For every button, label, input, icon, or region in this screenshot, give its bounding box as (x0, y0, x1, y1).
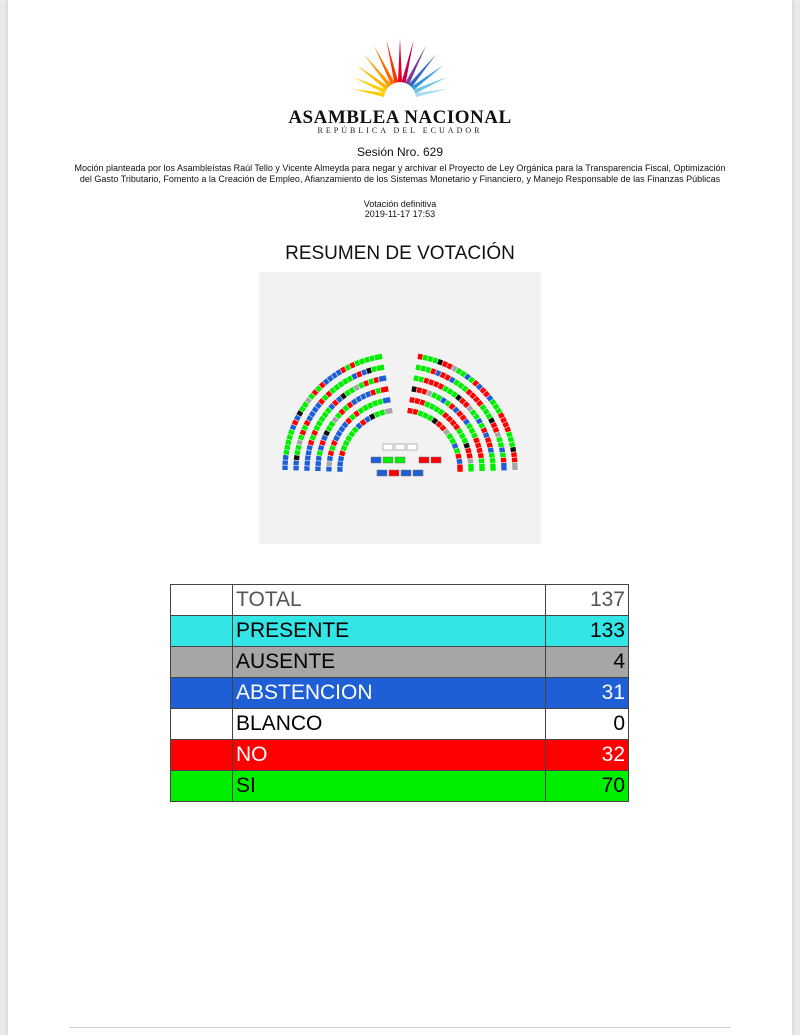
result-label: TOTAL (233, 585, 546, 616)
result-value: 70 (546, 771, 629, 802)
result-label: SI (233, 771, 546, 802)
seat (457, 464, 463, 472)
result-swatch (171, 771, 233, 802)
result-row-presente (171, 616, 629, 647)
motion-text: Moción planteada por los Asambleístas Raúl Tello y Vicente Almeyda para negar y archivar el Proyecto de Ley Orgánica para la Transparencia Fiscal, Optimización del Gasto Tributario, Fomento a la Creación de Empleo, Afianzamiento de los Sistemas Monetario y Financiero, y Manejo Responsable de las Finanzas Públicas (74, 163, 726, 184)
central-seat (389, 470, 399, 476)
organization-name: ASAMBLEA NACIONAL (288, 107, 512, 128)
vote-datetime: 2019-11-17 17:53 (364, 209, 436, 219)
seat (501, 463, 507, 471)
result-row-si (171, 771, 629, 802)
result-value: 137 (546, 585, 629, 616)
seat (382, 397, 391, 404)
seat (479, 463, 485, 471)
result-row-blanco (171, 709, 629, 740)
results-table (170, 584, 629, 802)
footer-divider (70, 1027, 730, 1028)
central-seat (383, 444, 393, 450)
central-seat (413, 470, 423, 476)
session-number: Sesión Nro. 629 (356, 145, 444, 159)
central-seat (419, 457, 429, 463)
result-label: BLANCO (233, 709, 546, 740)
seat (374, 353, 383, 360)
result-label: ABSTENCION (233, 678, 546, 709)
result-row-abstencion (171, 678, 629, 709)
result-value: 133 (546, 616, 629, 647)
seat (378, 375, 387, 382)
result-label: NO (233, 740, 546, 771)
central-seat (377, 470, 387, 476)
result-value: 0 (546, 709, 629, 740)
result-label: AUSENTE (233, 647, 546, 678)
result-value: 31 (546, 678, 629, 709)
result-value: 4 (546, 647, 629, 678)
central-seat (371, 457, 381, 463)
result-swatch (171, 678, 233, 709)
seat (512, 462, 518, 470)
seat (468, 464, 474, 472)
result-label: PRESENTE (233, 616, 546, 647)
hemicycle-seats (259, 272, 541, 544)
central-seat (407, 444, 417, 450)
result-value: 32 (546, 740, 629, 771)
result-swatch (171, 709, 233, 740)
result-swatch (171, 740, 233, 771)
central-seat (395, 444, 405, 450)
result-row-no (171, 740, 629, 771)
central-seat (431, 457, 441, 463)
central-seat (395, 457, 405, 463)
logo (8, 30, 792, 102)
result-row-total (171, 585, 629, 616)
summary-title: RESUMEN DE VOTACIÓN (285, 243, 515, 264)
result-swatch (171, 616, 233, 647)
seat (490, 463, 496, 471)
organization-subtitle: REPÚBLICA DEL ECUADOR (317, 126, 483, 135)
seat (384, 407, 393, 414)
seat (376, 364, 385, 371)
sun-logo-icon (320, 30, 480, 102)
vote-type: Votación definitiva (363, 199, 437, 209)
document-page (8, 0, 792, 1035)
result-swatch (171, 647, 233, 678)
result-row-ausente (171, 647, 629, 678)
central-seat (401, 470, 411, 476)
seat (380, 386, 389, 393)
logo-ray (398, 38, 402, 82)
result-swatch (171, 585, 233, 616)
central-seat (383, 457, 393, 463)
hemicycle-diagram (259, 272, 541, 544)
